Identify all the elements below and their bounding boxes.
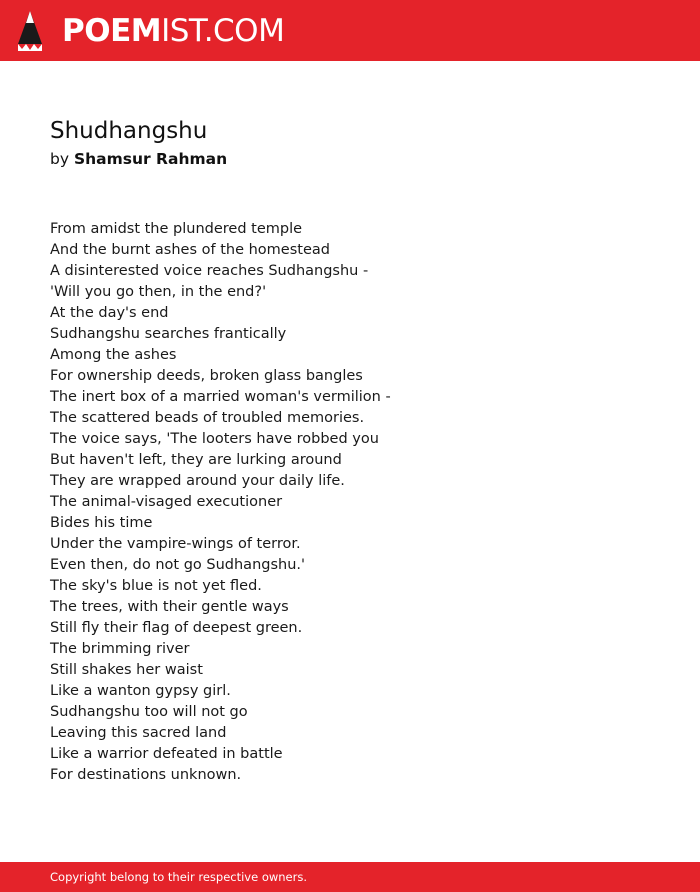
- poem-line: Still fly their flag of deepest green.: [50, 620, 303, 636]
- copyright-notice: Copyright belong to their respective owners.: [50, 870, 308, 884]
- poem-byline: [50, 148, 227, 170]
- poem-line: But haven't left, they are lurking around: [50, 452, 342, 468]
- poem-line: They are wrapped around your daily life.: [50, 473, 345, 489]
- poem-line: Still shakes her waist: [50, 662, 203, 678]
- poem-title: Shudhangshu: [50, 118, 208, 144]
- poem-body: [50, 219, 391, 786]
- site-logo[interactable]: [62, 12, 284, 50]
- poem-line: From amidst the plundered temple: [50, 221, 303, 237]
- poem-line: Like a warrior defeated in battle: [50, 746, 283, 762]
- site-header: [0, 0, 700, 61]
- poem-line: The brimming river: [50, 641, 190, 657]
- poem-line: Among the ashes: [50, 347, 177, 363]
- logo-light-text: IST.COM: [161, 13, 285, 49]
- poem-line: And the burnt ashes of the homestead: [50, 242, 330, 258]
- pencil-tip-icon[interactable]: [17, 10, 43, 52]
- poem-line: Like a wanton gypsy girl.: [50, 683, 231, 699]
- poem-line: Sudhangshu too will not go: [50, 704, 248, 720]
- author-name: Shamsur Rahman: [73, 150, 228, 168]
- logo-bold-text: POEM: [62, 13, 162, 49]
- poem-line: Bides his time: [50, 515, 153, 531]
- poem-line: For ownership deeds, broken glass bangles: [50, 368, 363, 384]
- poem-line: The trees, with their gentle ways: [50, 599, 289, 615]
- poem-line: Under the vampire-wings of terror.: [50, 536, 301, 552]
- poem-line: The sky's blue is not yet fled.: [50, 578, 262, 594]
- poem-line: Even then, do not go Sudhangshu.': [50, 557, 305, 573]
- poem-line: At the day's end: [50, 305, 169, 321]
- poem-line: The inert box of a married woman's vermilion -: [50, 389, 391, 405]
- poem-line: A disinterested voice reaches Sudhangshu -: [50, 263, 369, 279]
- site-footer: [0, 862, 700, 892]
- poem-line: Leaving this sacred land: [50, 725, 227, 741]
- poem-line: The scattered beads of troubled memories.: [50, 410, 365, 426]
- byline-prefix: by: [50, 150, 70, 168]
- poem-line: The voice says, 'The looters have robbed you: [50, 431, 379, 447]
- poem-line: For destinations unknown.: [50, 767, 242, 783]
- poem-line: 'Will you go then, in the end?': [50, 284, 267, 300]
- poem-line: Sudhangshu searches frantically: [50, 326, 287, 342]
- poem-line: The animal-visaged executioner: [50, 494, 283, 510]
